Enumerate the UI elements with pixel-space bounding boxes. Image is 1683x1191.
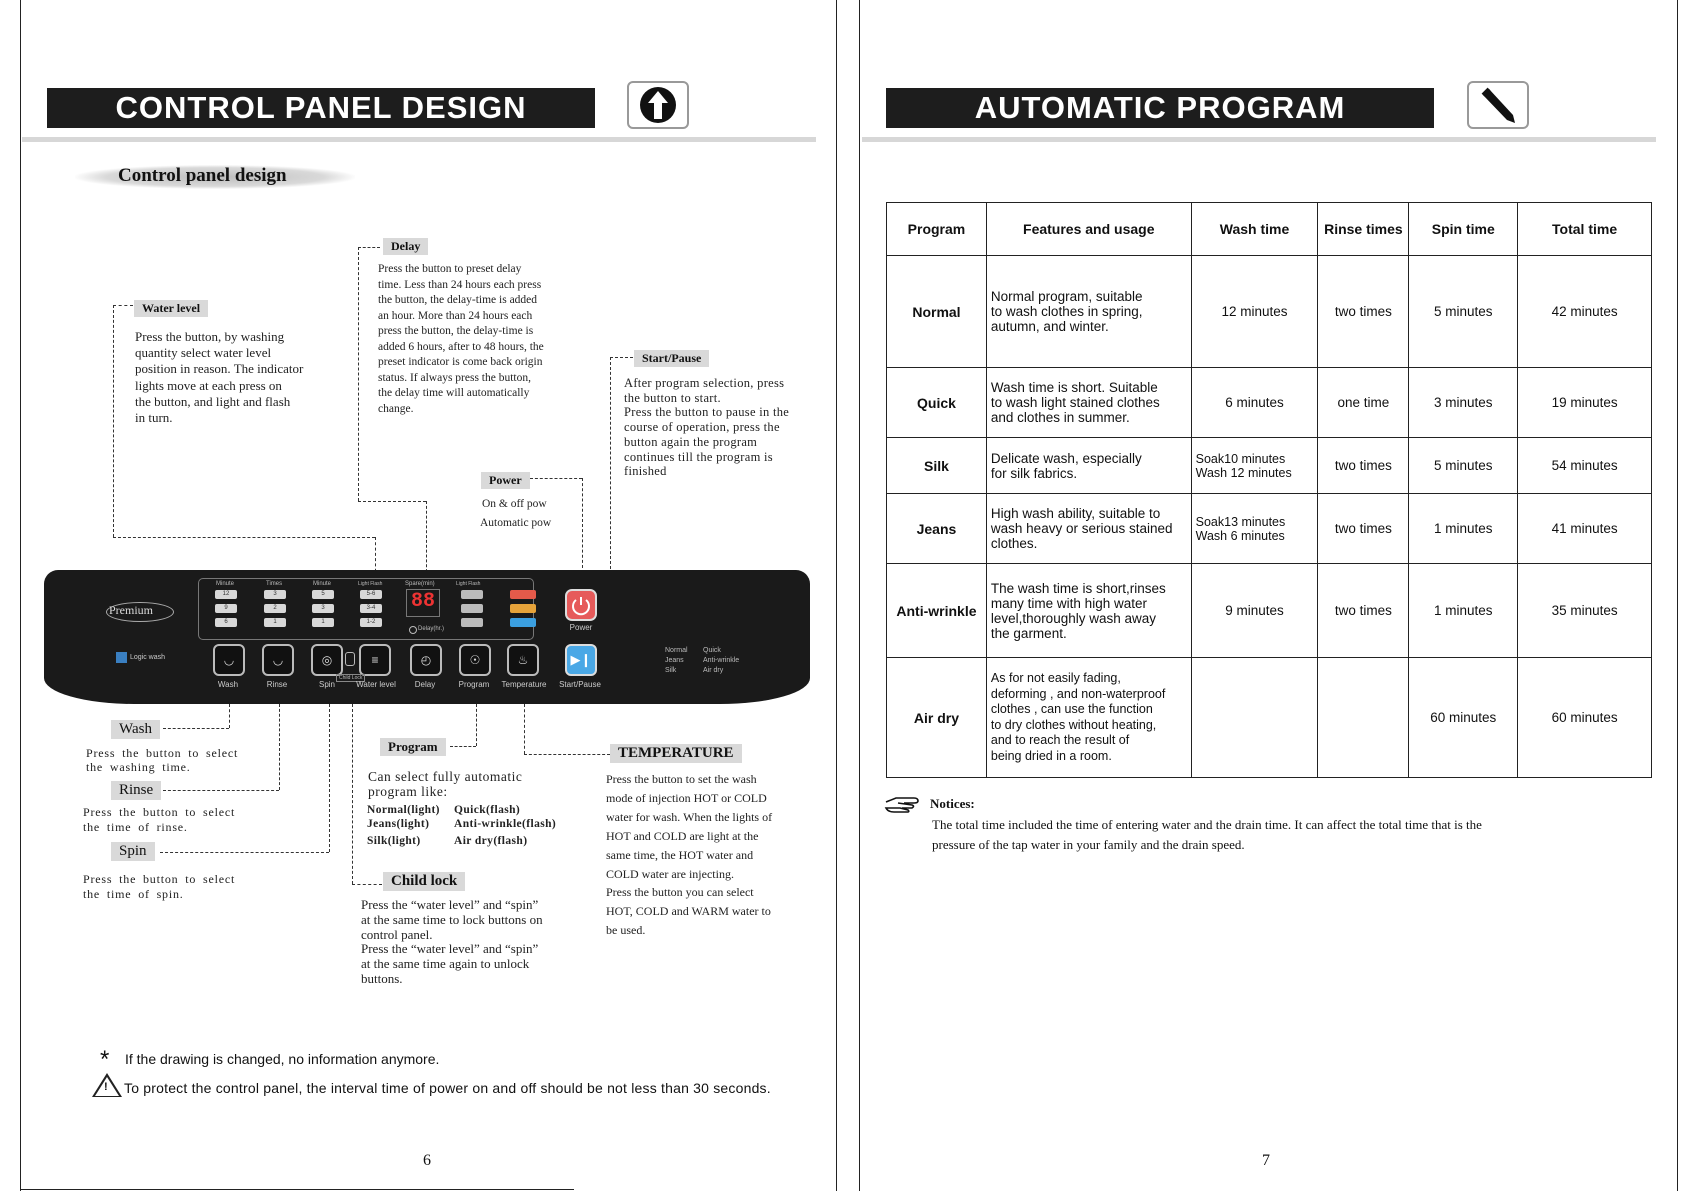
delay-tag: Delay [383, 238, 428, 255]
wash-button-label: Wash [217, 680, 239, 689]
program-option-normal: Normal(light) [367, 804, 440, 816]
cell-rinse-times [1318, 658, 1409, 778]
table-row [887, 494, 1652, 564]
spin-button-label: Spin [318, 680, 335, 689]
cell-total-time: 35 minutes [1518, 564, 1652, 658]
wash-6-ind: 6 [215, 618, 237, 627]
cell-wash-time: 9 minutes [1191, 564, 1318, 658]
pencil-icon [1467, 81, 1529, 129]
delay-indicator-label: Delay(hr.) [418, 626, 445, 632]
cell-program: Silk [887, 438, 987, 494]
wash-desc: Press the button to select the washing time. [86, 746, 239, 774]
level-1-2-ind: 1-2 [360, 618, 382, 627]
cell-total-time: 19 minutes [1518, 368, 1652, 438]
legend-jeans: Jeans [665, 657, 684, 664]
program-option-air-dry: Air dry(flash) [454, 835, 528, 847]
spin-tag: Spin [111, 842, 155, 861]
program-option-jeans: Jeans(light) [367, 818, 430, 830]
legend-silk: Silk [665, 667, 677, 674]
temp-ind-2 [461, 604, 483, 613]
header-spin-time: Spin time [1409, 203, 1518, 256]
rinse-button[interactable]: ◡ [262, 644, 294, 676]
notices-text: The total time included the time of entering water and the drain time. It can affect the total time that is the pressure of the tap water in your family and the drain speed. [932, 817, 1482, 852]
table-row [887, 564, 1652, 658]
note-drawing-changed: If the drawing is changed, no information anymore. [125, 1051, 440, 1067]
wash-tag: Wash [111, 720, 160, 739]
cell-rinse-times: one time [1318, 368, 1409, 438]
power-desc-2: Automatic pow [480, 517, 552, 529]
child-lock-mark: Child Lock [336, 674, 365, 682]
rinse-3-ind: 3 [264, 590, 286, 599]
legend-anti-wrinkle: Anti-wrinkle [703, 657, 740, 664]
cell-spin-time: 1 minutes [1409, 564, 1518, 658]
program-button[interactable]: ☉ [459, 644, 491, 676]
legend-air-dry: Air dry [703, 667, 724, 674]
child-lock-tag: Child lock [383, 872, 465, 891]
power-label: Power [569, 623, 593, 632]
col-head-times: Times [266, 581, 283, 587]
brand-name: Premium [109, 603, 153, 617]
temperature-desc: Press the button to set the wash mode of injection HOT or COLD water for wash. When the lights of HOT and COLD are light at the same time, the HOT water and COLD water are injecting. Press the button you can select HOT, COLD and WARM water to be used. [606, 772, 773, 938]
cell-spin-time: 3 minutes [1409, 368, 1518, 438]
cell-spin-time: 1 minutes [1409, 494, 1518, 564]
page-title-control-panel: CONTROL PANEL DESIGN [47, 88, 595, 128]
water-level-button[interactable]: ≡ [359, 644, 391, 676]
start-pause-button-label: Start/Pause [559, 680, 601, 689]
warning-icon-mark: ! [104, 1081, 108, 1093]
led-digits: 88 [411, 590, 436, 613]
program-option-silk: Silk(light) [367, 835, 421, 847]
cell-rinse-times: two times [1318, 438, 1409, 494]
power-button[interactable] [565, 589, 597, 621]
spin-1-ind: 1 [312, 618, 334, 627]
cell-spin-time: 5 minutes [1409, 256, 1518, 368]
cell-features: Normal program, suitable to wash clothes in spring, autumn, and winter. [986, 256, 1191, 368]
program-tag: Program [380, 738, 446, 756]
cell-wash-time: 12 minutes [1191, 256, 1318, 368]
temperature-tag: TEMPERATURE [610, 744, 742, 763]
header-program: Program [887, 203, 987, 256]
child-lock-icon [345, 652, 355, 666]
start-pause-desc: After program selection, press the button to start. Press the button to pause in the course of operation, press the button again the program continues till the program is finished [624, 376, 790, 479]
col-head-minute: Minute [216, 581, 235, 587]
automatic-program-table [886, 202, 1652, 778]
cell-rinse-times: two times [1318, 256, 1409, 368]
table-row [887, 658, 1652, 778]
table-row [887, 438, 1652, 494]
cell-spin-time: 60 minutes [1409, 658, 1518, 778]
cell-rinse-times: two times [1318, 494, 1409, 564]
water-level-button-label: Water level [356, 680, 396, 689]
delay-indicator-dot [409, 626, 417, 634]
temp-ind-3 [461, 618, 483, 627]
rinse-1-ind: 1 [264, 618, 286, 627]
cell-features: As for not easily fading, deforming , and non-waterproof clothes , can use the function to dry clothes without heating, and to reach the result of being dried in a room. [986, 658, 1191, 778]
cell-features: The wash time is short,rinses many time with high water level,thoroughly wash away the garment. [986, 564, 1191, 658]
cell-features: Wash time is short. Suitable to wash light stained clothes and clothes in summer. [986, 368, 1191, 438]
cell-wash-time: Soak13 minutes Wash 6 minutes [1191, 494, 1318, 564]
cell-wash-time: Soak10 minutes Wash 12 minutes [1191, 438, 1318, 494]
level-3-4-ind: 3-4 [360, 604, 382, 613]
power-desc-1: On & off pow [482, 498, 547, 510]
spin-button[interactable]: ◎ [311, 644, 343, 676]
cold-led [510, 618, 536, 627]
cell-program: Quick [887, 368, 987, 438]
hot-led [510, 590, 536, 599]
water-level-tag: Water level [134, 300, 208, 317]
delay-desc: Press the button to preset delay time. Less than 24 hours each press the button, the delay-time is added an hour. More than 24 hours each press the button, the delay-time is added 6 hours, after to 48 hours, the preset indicator is come back origin status. If always press the button, the delay time will automatically change. [378, 263, 544, 415]
spin-desc: Press the button to select the time of spin. [83, 872, 236, 901]
start-pause-tag: Start/Pause [634, 350, 709, 367]
rinse-button-label: Rinse [266, 680, 288, 689]
program-option-quick: Quick(flash) [454, 804, 521, 816]
header-features: Features and usage [986, 203, 1191, 256]
rinse-2-ind: 2 [264, 604, 286, 613]
note-power-interval: To protect the control panel, the interval time of power on and off should be not less than 30 seconds. [124, 1080, 771, 1096]
legend-quick: Quick [703, 647, 721, 654]
cell-spin-time: 5 minutes [1409, 438, 1518, 494]
page-title-automatic-program: AUTOMATIC PROGRAM [886, 88, 1434, 128]
logic-wash-icon [116, 652, 127, 663]
water-level-desc: Press the button, by washing quantity select water level position in reason. The indicator lights move at each press on the button, and light and flash in turn. [135, 329, 304, 426]
wash-button[interactable]: ◡ [213, 644, 245, 676]
asterisk-icon: * [100, 1046, 110, 1073]
temperature-button[interactable]: ♨ [507, 644, 539, 676]
program-desc: Can select fully automatic program like: [368, 769, 523, 799]
rinse-desc: Press the button to select the time of rinse. [83, 805, 236, 834]
program-option-anti-wrinkle: Anti-wrinkle(flash) [454, 818, 557, 830]
child-lock-desc: Press the “water level” and “spin” at the same time to lock buttons on control panel. Press the “water level” and “spin” at the same time again to unlock buttons. [361, 897, 543, 986]
cell-features: High wash ability, suitable to wash heavy or serious stained clothes. [986, 494, 1191, 564]
cell-program: Air dry [887, 658, 987, 778]
header-wash-time: Wash time [1191, 203, 1318, 256]
col-head-minute-2: Minute [313, 581, 332, 587]
wash-9-ind: 9 [215, 604, 237, 613]
table-row [887, 368, 1652, 438]
pointing-hand-icon [884, 796, 928, 814]
delay-button-label: Delay [414, 680, 436, 689]
page-number-7: 7 [1262, 1152, 1270, 1169]
section-subtitle-text: Control panel design [118, 165, 287, 186]
temperature-button-label: Temperature [501, 680, 547, 689]
cell-rinse-times: two times [1318, 564, 1409, 658]
logic-wash-label: Logic wash [130, 654, 166, 661]
power-icon [567, 591, 595, 619]
program-button-label: Program [458, 680, 490, 689]
table-row [887, 256, 1652, 368]
cell-features: Delicate wash, especially for silk fabrics. [986, 438, 1191, 494]
cell-wash-time: 6 minutes [1191, 368, 1318, 438]
col-head-light-flash-2: Light Flash [456, 581, 481, 587]
rinse-tag: Rinse [111, 781, 161, 800]
wash-12-ind: 12 [215, 590, 237, 599]
cell-total-time: 54 minutes [1518, 438, 1652, 494]
cell-total-time: 41 minutes [1518, 494, 1652, 564]
page-number-6: 6 [423, 1152, 431, 1169]
cell-program: Normal [887, 256, 987, 368]
cell-total-time: 60 minutes [1518, 658, 1652, 778]
col-head-spare: Spare(min) [405, 581, 435, 587]
header-rinse-times: Rinse times [1318, 203, 1409, 256]
up-arrow-icon [627, 81, 689, 129]
start-pause-button[interactable]: ▶❙ [565, 644, 597, 676]
cell-program: Anti-wrinkle [887, 564, 987, 658]
header-total-time: Total time [1518, 203, 1652, 256]
col-head-light-flash: Light Flash [358, 581, 383, 587]
warm-led [510, 604, 536, 613]
table-header-row [887, 203, 1652, 256]
level-5-6-ind: 5-6 [360, 590, 382, 599]
power-tag: Power [481, 472, 530, 489]
cell-wash-time [1191, 658, 1318, 778]
temp-ind-1 [461, 590, 483, 599]
delay-button[interactable]: ◴ [410, 644, 442, 676]
spin-3-ind: 3 [312, 604, 334, 613]
spin-5-ind: 5 [312, 590, 334, 599]
legend-normal: Normal [665, 647, 688, 654]
cell-total-time: 42 minutes [1518, 256, 1652, 368]
notices-label: Notices: [930, 796, 975, 811]
cell-program: Jeans [887, 494, 987, 564]
